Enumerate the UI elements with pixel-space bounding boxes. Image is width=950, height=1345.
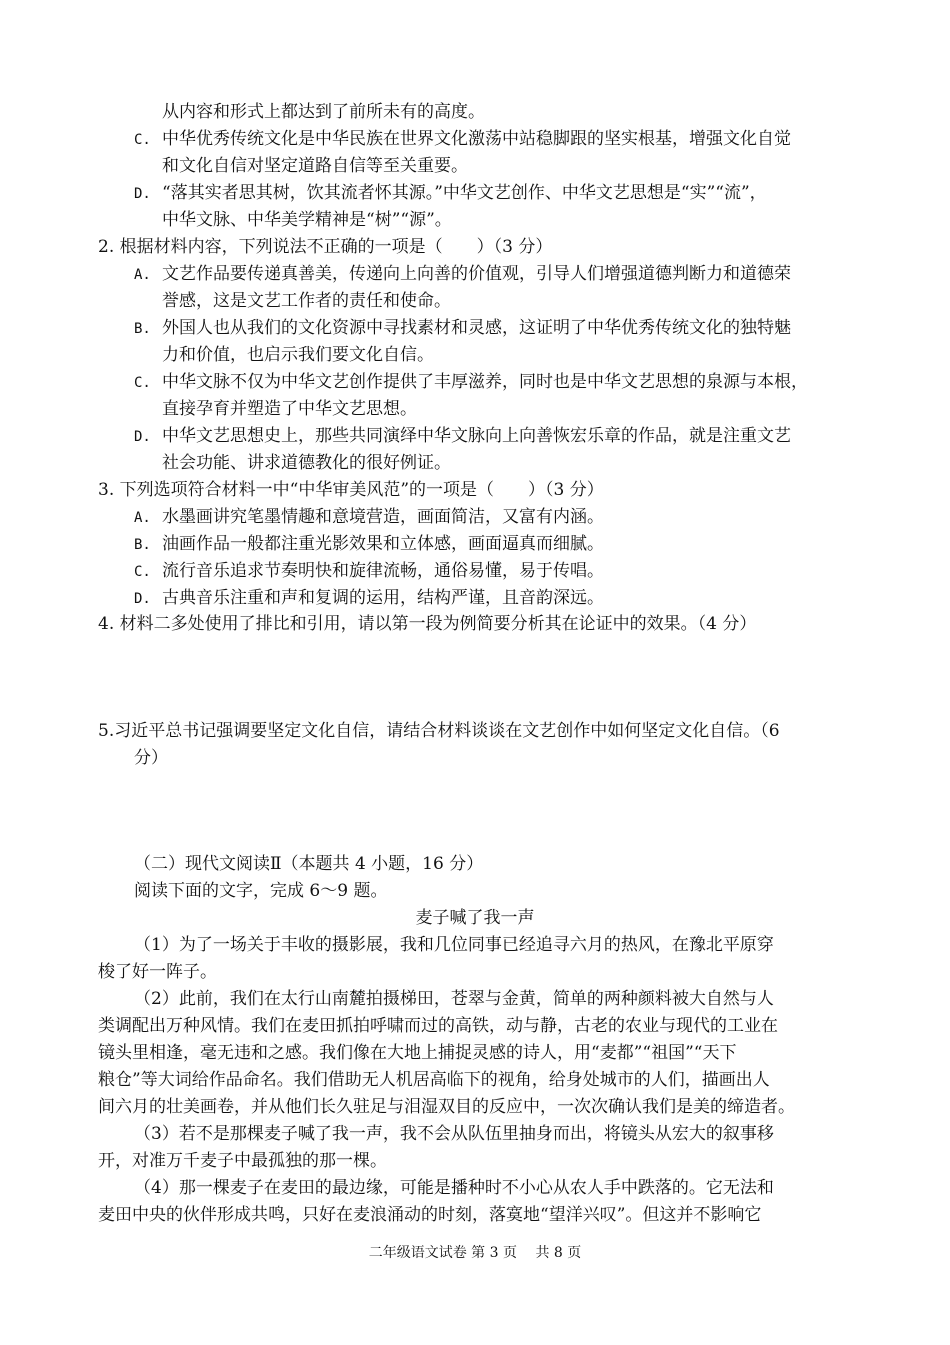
- q2-option-b: [134, 315, 791, 342]
- q2-option-d-cont: 社会功能、讲求道德教化的很好例证。: [162, 453, 451, 473]
- option-label: C.: [134, 132, 151, 148]
- paragraph-1-cont: 梭了好一阵子。: [98, 962, 217, 982]
- paragraph-4: （4）那一棵麦子在麦田的最边缘，可能是播种时不小心从农人手中跌落的。它无法和: [134, 1178, 774, 1198]
- q3-option-c: [134, 558, 604, 585]
- q1-option-d: [134, 180, 767, 207]
- q5-stem-cont: 分）: [134, 748, 168, 768]
- paragraph-2: （2）此前，我们在太行山南麓拍摄梯田，苍翠与金黄，简单的两种颜料被大自然与人: [134, 989, 774, 1009]
- q3-option-a: [134, 504, 604, 531]
- q2-option-d: [134, 423, 791, 450]
- q5-stem: 5.习近平总书记强调要坚定文化自信，请结合材料谈谈在文艺创作中如何坚定文化自信。（6: [98, 721, 780, 741]
- q1-option-d-cont: 中华文脉、中华美学精神是“树”“源”。: [162, 210, 452, 230]
- option-text: “落其实者思其树，饮其流者怀其源。”中华文艺创作、中华文艺思想是“实”“流”，: [162, 183, 767, 203]
- option-label: B.: [134, 537, 151, 553]
- section-heading: （二）现代文阅读Ⅱ（本题共 4 小题，16 分）: [134, 854, 484, 874]
- option-text: 中华文艺思想史上，那些共同演绎中华文脉向上向善恢宏乐章的作品，就是注重文艺: [162, 426, 791, 446]
- option-label: D.: [134, 186, 151, 202]
- option-label: B.: [134, 321, 151, 337]
- option-label: D.: [134, 429, 151, 445]
- paragraph-3-cont: 开，对准万千麦子中最孤独的那一棵。: [98, 1151, 387, 1171]
- option-text: 水墨画讲究笔墨情趣和意境营造，画面简洁，又富有内涵。: [162, 507, 604, 527]
- q1-option-b-tail: 从内容和形式上都达到了前所未有的高度。: [162, 102, 485, 122]
- paragraph-2-cont: 粮仓”等大词给作品命名。我们借助无人机居高临下的视角，给身处城市的人们，描画出人: [98, 1070, 770, 1090]
- paragraph-4-cont: 麦田中央的伙伴形成共鸣，只好在麦浪涌动的时刻，落寞地“望洋兴叹”。但这并不影响它: [98, 1205, 762, 1225]
- passage-title: 麦子喊了我一声: [415, 908, 535, 928]
- option-text: 油画作品一般都注重光影效果和立体感，画面逼真而细腻。: [162, 534, 604, 554]
- paragraph-1: （1）为了一场关于丰收的摄影展，我和几位同事已经追寻六月的热风，在豫北平原穿: [134, 935, 774, 955]
- q2-option-c-cont: 直接孕育并塑造了中华文艺思想。: [162, 399, 417, 419]
- paragraph-2-cont: 间六月的壮美画卷，并从他们长久驻足与泪湿双目的反应中，一次次确认我们是美的缔造者。: [98, 1097, 795, 1117]
- paragraph-2-cont: 镜头里相逢，毫无违和之感。我们像在大地上捕捉灵感的诗人，用“麦都”“祖国”“天下: [98, 1043, 737, 1063]
- option-label: A.: [134, 510, 151, 526]
- section-instruction: 阅读下面的文字，完成 6～9 题。: [134, 881, 388, 901]
- option-label: D.: [134, 591, 151, 607]
- q3-option-d: [134, 585, 604, 612]
- option-label: A.: [134, 267, 151, 283]
- option-label: C.: [134, 564, 151, 580]
- q3-option-b: [134, 531, 604, 558]
- paragraph-3: （3）若不是那棵麦子喊了我一声，我不会从队伍里抽身而出，将镜头从宏大的叙事移: [134, 1124, 774, 1144]
- option-label: C.: [134, 375, 151, 391]
- option-text: 流行音乐追求节奏明快和旋律流畅，通俗易懂，易于传唱。: [162, 561, 604, 581]
- option-text: 古典音乐注重和声和复调的运用，结构严谨，且音韵深远。: [162, 588, 604, 608]
- option-text: 文艺作品要传递真善美，传递向上向善的价值观，引导人们增强道德判断力和道德荣: [162, 264, 791, 284]
- q2-option-b-cont: 力和价值，也启示我们要文化自信。: [162, 345, 434, 365]
- page-footer: 二年级语文试卷 第 3 页 共 8 页: [368, 1245, 582, 1261]
- option-text: 外国人也从我们的文化资源中寻找素材和灵感，这证明了中华优秀传统文化的独特魅: [162, 318, 791, 338]
- q2-option-c: [134, 369, 808, 396]
- q2-option-a: [134, 261, 791, 288]
- paragraph-2-cont: 类调配出万种风情。我们在麦田抓拍呼啸而过的高铁，动与静，古老的农业与现代的工业在: [98, 1016, 778, 1036]
- q3-stem: 3. 下列选项符合材料一中“中华审美风范”的一项是（ ）（3 分）: [98, 480, 604, 500]
- q1-option-c: [134, 126, 791, 153]
- q2-option-a-cont: 誉感，这是文艺工作者的责任和使命。: [162, 291, 451, 311]
- q1-option-c-cont: 和文化自信对坚定道路自信等至关重要。: [162, 156, 468, 176]
- q4-stem: 4. 材料二多处使用了排比和引用，请以第一段为例简要分析其在论证中的效果。（4 分）: [98, 614, 757, 634]
- option-text: 中华文脉不仅为中华文艺创作提供了丰厚滋养，同时也是中华文艺思想的泉源与本根，: [162, 372, 808, 392]
- option-text: 中华优秀传统文化是中华民族在世界文化激荡中站稳脚跟的坚实根基，增强文化自觉: [162, 129, 791, 149]
- q2-stem: 2. 根据材料内容，下列说法不正确的一项是（ ）（3 分）: [98, 237, 553, 257]
